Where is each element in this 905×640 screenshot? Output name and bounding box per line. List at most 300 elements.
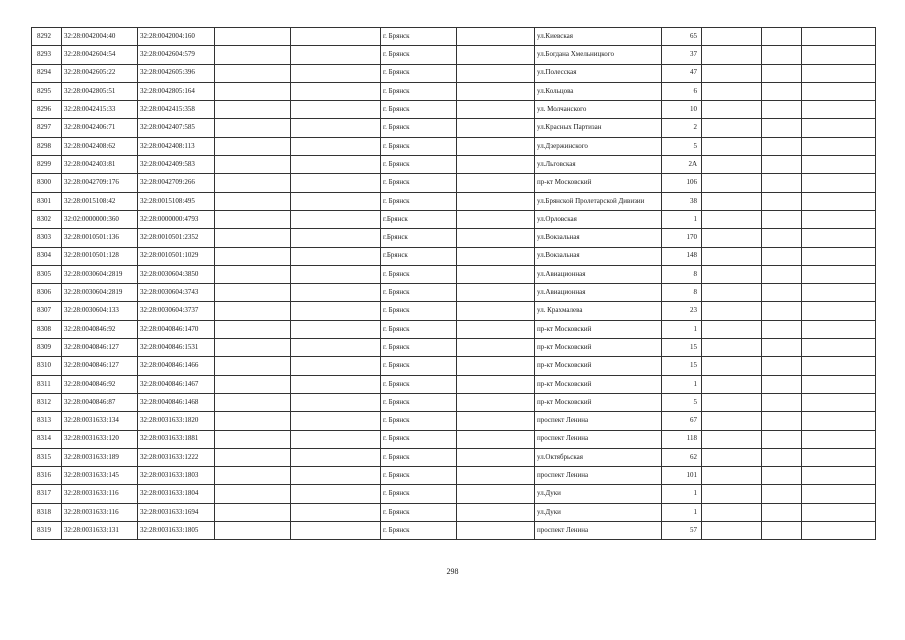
cell-cadastral-number-room: 32:28:0031633:1803 bbox=[138, 467, 215, 485]
cell-house-number: 47 bbox=[662, 64, 702, 82]
table-row bbox=[32, 210, 876, 228]
cell-cadastral-number: 32:28:0042604:54 bbox=[62, 46, 138, 64]
cell-empty bbox=[762, 393, 802, 411]
cell-cadastral-number: 32:28:0042408:62 bbox=[62, 137, 138, 155]
table-row bbox=[32, 119, 876, 137]
cell-cadastral-number: 32:28:0031633:120 bbox=[62, 430, 138, 448]
cell-city: г. Брянск bbox=[381, 412, 457, 430]
cell-street: ул.Орловская bbox=[535, 210, 662, 228]
cell-street: ул.Дуки bbox=[535, 503, 662, 521]
cell-row-number: 8295 bbox=[32, 82, 62, 100]
cell-row-number: 8298 bbox=[32, 137, 62, 155]
cell-row-number: 8304 bbox=[32, 247, 62, 265]
cell-cadastral-number: 32:28:0042709:176 bbox=[62, 174, 138, 192]
cell-empty bbox=[215, 192, 291, 210]
cell-empty bbox=[457, 174, 535, 192]
cell-empty bbox=[291, 503, 381, 521]
cell-empty bbox=[291, 156, 381, 174]
cell-city: г. Брянск bbox=[381, 156, 457, 174]
cell-cadastral-number: 32:28:0040846:87 bbox=[62, 393, 138, 411]
cell-house-number: 10 bbox=[662, 101, 702, 119]
cell-empty bbox=[762, 412, 802, 430]
cell-empty bbox=[702, 430, 762, 448]
cell-cadastral-number: 32:28:0031633:116 bbox=[62, 485, 138, 503]
cell-empty bbox=[702, 265, 762, 283]
cell-empty bbox=[762, 265, 802, 283]
cell-empty bbox=[215, 46, 291, 64]
table-row bbox=[32, 192, 876, 210]
cell-empty bbox=[215, 485, 291, 503]
cell-city: г. Брянск bbox=[381, 503, 457, 521]
cell-empty bbox=[802, 503, 876, 521]
cell-empty bbox=[215, 101, 291, 119]
cell-city: г. Брянск bbox=[381, 64, 457, 82]
cell-empty bbox=[802, 82, 876, 100]
cell-empty bbox=[762, 357, 802, 375]
cell-cadastral-number: 32:28:0031633:145 bbox=[62, 467, 138, 485]
cell-cadastral-number: 32:28:0042406:71 bbox=[62, 119, 138, 137]
cell-street: ул.Брянской Пролетарской Дивизии bbox=[535, 192, 662, 210]
cell-empty bbox=[762, 210, 802, 228]
cell-street: ул. Молчанского bbox=[535, 101, 662, 119]
cell-street: ул.Льговская bbox=[535, 156, 662, 174]
cell-row-number: 8313 bbox=[32, 412, 62, 430]
cell-cadastral-number-room: 32:28:0042408:113 bbox=[138, 137, 215, 155]
table-row bbox=[32, 339, 876, 357]
cell-empty bbox=[291, 522, 381, 540]
cell-street: проспект Ленина bbox=[535, 412, 662, 430]
cell-city: г.Брянск bbox=[381, 210, 457, 228]
cell-empty bbox=[457, 448, 535, 466]
cell-cadastral-number: 32:28:0040846:92 bbox=[62, 375, 138, 393]
cell-city: г.Брянск bbox=[381, 247, 457, 265]
cell-row-number: 8300 bbox=[32, 174, 62, 192]
cell-cadastral-number: 32:28:0042605:22 bbox=[62, 64, 138, 82]
cell-empty bbox=[457, 28, 535, 46]
cell-empty bbox=[802, 375, 876, 393]
cell-empty bbox=[802, 265, 876, 283]
cell-empty bbox=[802, 64, 876, 82]
cell-city: г. Брянск bbox=[381, 46, 457, 64]
cell-row-number: 8303 bbox=[32, 229, 62, 247]
cell-empty bbox=[215, 64, 291, 82]
cell-cadastral-number-room: 32:28:0042709:266 bbox=[138, 174, 215, 192]
cell-empty bbox=[762, 64, 802, 82]
cell-cadastral-number: 32:28:0031633:116 bbox=[62, 503, 138, 521]
table-row bbox=[32, 174, 876, 192]
cell-empty bbox=[702, 375, 762, 393]
cell-empty bbox=[802, 46, 876, 64]
cell-empty bbox=[702, 412, 762, 430]
cell-cadastral-number-room: 32:28:0042409:583 bbox=[138, 156, 215, 174]
table-row bbox=[32, 375, 876, 393]
cell-cadastral-number: 32:28:0015108:42 bbox=[62, 192, 138, 210]
cell-empty bbox=[291, 375, 381, 393]
cell-street: ул.Красных Партизан bbox=[535, 119, 662, 137]
cell-city: г.Брянск bbox=[381, 229, 457, 247]
cell-row-number: 8317 bbox=[32, 485, 62, 503]
cell-empty bbox=[215, 119, 291, 137]
cell-empty bbox=[802, 101, 876, 119]
cell-street: проспект Ленина bbox=[535, 522, 662, 540]
cell-city: г. Брянск bbox=[381, 28, 457, 46]
cell-street: ул.Кольцова bbox=[535, 82, 662, 100]
cell-empty bbox=[457, 503, 535, 521]
cell-empty bbox=[457, 522, 535, 540]
cell-cadastral-number-room: 32:28:0000000:4793 bbox=[138, 210, 215, 228]
cell-cadastral-number-room: 32:28:0010501:1029 bbox=[138, 247, 215, 265]
table-row bbox=[32, 284, 876, 302]
cell-empty bbox=[762, 229, 802, 247]
cell-cadastral-number: 32:28:0042805:51 bbox=[62, 82, 138, 100]
cell-empty bbox=[762, 192, 802, 210]
cell-city: г. Брянск bbox=[381, 119, 457, 137]
cell-empty bbox=[215, 229, 291, 247]
cell-house-number: 8 bbox=[662, 265, 702, 283]
cell-city: г. Брянск bbox=[381, 137, 457, 155]
cell-city: г. Брянск bbox=[381, 101, 457, 119]
cell-empty bbox=[291, 229, 381, 247]
cell-empty bbox=[457, 119, 535, 137]
cell-empty bbox=[457, 339, 535, 357]
cell-house-number: 6 bbox=[662, 82, 702, 100]
table-row bbox=[32, 393, 876, 411]
cell-empty bbox=[457, 156, 535, 174]
cell-cadastral-number-room: 32:28:0031633:1881 bbox=[138, 430, 215, 448]
cell-house-number: 118 bbox=[662, 430, 702, 448]
cell-house-number: 2А bbox=[662, 156, 702, 174]
cell-empty bbox=[702, 101, 762, 119]
cell-house-number: 106 bbox=[662, 174, 702, 192]
cell-house-number: 1 bbox=[662, 210, 702, 228]
cell-empty bbox=[291, 430, 381, 448]
cell-street: ул.Октябрьская bbox=[535, 448, 662, 466]
cell-street: проспект Ленина bbox=[535, 430, 662, 448]
cell-empty bbox=[215, 28, 291, 46]
cell-cadastral-number: 32:28:0030604:133 bbox=[62, 302, 138, 320]
cell-street: пр-кт Московский bbox=[535, 174, 662, 192]
cell-street: ул. Крахмалева bbox=[535, 302, 662, 320]
cell-empty bbox=[802, 430, 876, 448]
cell-house-number: 5 bbox=[662, 137, 702, 155]
cell-city: г. Брянск bbox=[381, 339, 457, 357]
cell-empty bbox=[291, 265, 381, 283]
cell-empty bbox=[215, 448, 291, 466]
cell-cadastral-number: 32:28:0040846:127 bbox=[62, 357, 138, 375]
cell-cadastral-number-room: 32:28:0040846:1531 bbox=[138, 339, 215, 357]
cell-row-number: 8309 bbox=[32, 339, 62, 357]
cell-street: пр-кт Московский bbox=[535, 393, 662, 411]
cell-cadastral-number: 32:28:0010501:136 bbox=[62, 229, 138, 247]
cell-house-number: 37 bbox=[662, 46, 702, 64]
cell-empty bbox=[762, 174, 802, 192]
cell-empty bbox=[702, 339, 762, 357]
cell-row-number: 8314 bbox=[32, 430, 62, 448]
cell-empty bbox=[702, 393, 762, 411]
table-row bbox=[32, 82, 876, 100]
cell-empty bbox=[802, 229, 876, 247]
cell-empty bbox=[702, 522, 762, 540]
cell-empty bbox=[291, 137, 381, 155]
cell-empty bbox=[802, 119, 876, 137]
cell-street: ул.Вокзальная bbox=[535, 229, 662, 247]
cell-city: г. Брянск bbox=[381, 357, 457, 375]
cell-cadastral-number: 32:28:0031633:131 bbox=[62, 522, 138, 540]
cell-empty bbox=[215, 210, 291, 228]
cell-empty bbox=[762, 28, 802, 46]
cell-house-number: 1 bbox=[662, 485, 702, 503]
cell-empty bbox=[762, 302, 802, 320]
cell-street: проспект Ленина bbox=[535, 467, 662, 485]
cell-empty bbox=[702, 485, 762, 503]
cell-empty bbox=[215, 375, 291, 393]
cell-row-number: 8310 bbox=[32, 357, 62, 375]
cell-street: пр-кт Московский bbox=[535, 320, 662, 338]
cell-cadastral-number-room: 32:28:0040846:1466 bbox=[138, 357, 215, 375]
registry-table-body bbox=[32, 28, 876, 540]
cell-row-number: 8297 bbox=[32, 119, 62, 137]
cell-cadastral-number: 32:28:0030604:2819 bbox=[62, 265, 138, 283]
cell-row-number: 8316 bbox=[32, 467, 62, 485]
cell-empty bbox=[762, 247, 802, 265]
cell-city: г. Брянск bbox=[381, 522, 457, 540]
cell-empty bbox=[762, 284, 802, 302]
cell-city: г. Брянск bbox=[381, 320, 457, 338]
cell-empty bbox=[702, 119, 762, 137]
page-number: 298 bbox=[446, 567, 459, 576]
cell-empty bbox=[291, 412, 381, 430]
cell-empty bbox=[802, 137, 876, 155]
cell-cadastral-number-room: 32:28:0042004:160 bbox=[138, 28, 215, 46]
cell-empty bbox=[702, 210, 762, 228]
cell-city: г. Брянск bbox=[381, 192, 457, 210]
cell-empty bbox=[702, 448, 762, 466]
table-row bbox=[32, 448, 876, 466]
cell-cadastral-number: 32:28:0010501:128 bbox=[62, 247, 138, 265]
cell-row-number: 8306 bbox=[32, 284, 62, 302]
table-row bbox=[32, 247, 876, 265]
cell-empty bbox=[291, 448, 381, 466]
cell-street: ул.Богдана Хмельницкого bbox=[535, 46, 662, 64]
cell-cadastral-number-room: 32:28:0031633:1694 bbox=[138, 503, 215, 521]
cell-cadastral-number-room: 32:28:0031633:1222 bbox=[138, 448, 215, 466]
cell-house-number: 65 bbox=[662, 28, 702, 46]
cell-street: ул.Вокзальная bbox=[535, 247, 662, 265]
cell-empty bbox=[291, 101, 381, 119]
cell-empty bbox=[291, 119, 381, 137]
cell-cadastral-number: 32:28:0030604:2819 bbox=[62, 284, 138, 302]
cell-empty bbox=[762, 119, 802, 137]
cell-empty bbox=[702, 247, 762, 265]
cell-empty bbox=[702, 28, 762, 46]
table-row bbox=[32, 229, 876, 247]
cell-row-number: 8296 bbox=[32, 101, 62, 119]
cell-row-number: 8305 bbox=[32, 265, 62, 283]
cell-cadastral-number: 32:28:0042403:81 bbox=[62, 156, 138, 174]
cell-empty bbox=[457, 64, 535, 82]
cell-empty bbox=[457, 302, 535, 320]
cell-empty bbox=[702, 284, 762, 302]
table-row bbox=[32, 302, 876, 320]
cell-house-number: 67 bbox=[662, 412, 702, 430]
cell-empty bbox=[291, 28, 381, 46]
table-row bbox=[32, 64, 876, 82]
cell-city: г. Брянск bbox=[381, 375, 457, 393]
cell-empty bbox=[215, 302, 291, 320]
cell-empty bbox=[457, 430, 535, 448]
cell-empty bbox=[215, 522, 291, 540]
cell-house-number: 1 bbox=[662, 320, 702, 338]
cell-empty bbox=[762, 82, 802, 100]
cell-city: г. Брянск bbox=[381, 448, 457, 466]
cell-empty bbox=[762, 137, 802, 155]
table-row bbox=[32, 137, 876, 155]
cell-city: г. Брянск bbox=[381, 302, 457, 320]
cell-empty bbox=[291, 284, 381, 302]
cell-row-number: 8315 bbox=[32, 448, 62, 466]
cell-cadastral-number-room: 32:28:0015108:495 bbox=[138, 192, 215, 210]
cell-empty bbox=[702, 503, 762, 521]
cell-row-number: 8302 bbox=[32, 210, 62, 228]
cell-empty bbox=[291, 302, 381, 320]
cell-empty bbox=[291, 247, 381, 265]
cell-empty bbox=[291, 64, 381, 82]
cell-empty bbox=[762, 156, 802, 174]
cell-cadastral-number-room: 32:28:0010501:2352 bbox=[138, 229, 215, 247]
cell-empty bbox=[457, 357, 535, 375]
cell-city: г. Брянск bbox=[381, 265, 457, 283]
cell-cadastral-number: 32:28:0031633:134 bbox=[62, 412, 138, 430]
cell-empty bbox=[457, 320, 535, 338]
cell-street: ул.Авиационная bbox=[535, 265, 662, 283]
cell-empty bbox=[457, 137, 535, 155]
cell-row-number: 8312 bbox=[32, 393, 62, 411]
cell-city: г. Брянск bbox=[381, 82, 457, 100]
cell-empty bbox=[457, 284, 535, 302]
cell-house-number: 8 bbox=[662, 284, 702, 302]
cell-cadastral-number: 32:28:0042004:40 bbox=[62, 28, 138, 46]
cell-empty bbox=[215, 265, 291, 283]
cell-street: пр-кт Московский bbox=[535, 339, 662, 357]
cell-empty bbox=[457, 412, 535, 430]
cell-city: г. Брянск bbox=[381, 430, 457, 448]
cell-empty bbox=[762, 448, 802, 466]
cell-street: пр-кт Московский bbox=[535, 357, 662, 375]
cell-cadastral-number-room: 32:28:0040846:1470 bbox=[138, 320, 215, 338]
cell-empty bbox=[702, 192, 762, 210]
cell-empty bbox=[215, 284, 291, 302]
cell-house-number: 5 bbox=[662, 393, 702, 411]
cell-cadastral-number-room: 32:28:0040846:1468 bbox=[138, 393, 215, 411]
cell-empty bbox=[702, 229, 762, 247]
cell-empty bbox=[457, 192, 535, 210]
cell-street: ул.Авиационная bbox=[535, 284, 662, 302]
table-row bbox=[32, 522, 876, 540]
cell-empty bbox=[291, 485, 381, 503]
cell-empty bbox=[802, 485, 876, 503]
cell-empty bbox=[802, 284, 876, 302]
cell-row-number: 8301 bbox=[32, 192, 62, 210]
cell-cadastral-number-room: 32:28:0030604:3743 bbox=[138, 284, 215, 302]
cell-empty bbox=[762, 101, 802, 119]
cell-cadastral-number-room: 32:28:0042604:579 bbox=[138, 46, 215, 64]
cell-empty bbox=[702, 320, 762, 338]
cell-empty bbox=[802, 174, 876, 192]
cell-empty bbox=[762, 320, 802, 338]
cell-empty bbox=[762, 503, 802, 521]
cell-house-number: 15 bbox=[662, 339, 702, 357]
cell-empty bbox=[457, 467, 535, 485]
table-row bbox=[32, 485, 876, 503]
cell-empty bbox=[215, 320, 291, 338]
cell-cadastral-number-room: 32:28:0042407:585 bbox=[138, 119, 215, 137]
cell-empty bbox=[291, 357, 381, 375]
cell-row-number: 8311 bbox=[32, 375, 62, 393]
cell-empty bbox=[762, 430, 802, 448]
cell-street: ул.Дуки bbox=[535, 485, 662, 503]
cell-cadastral-number-room: 32:28:0042805:164 bbox=[138, 82, 215, 100]
cell-empty bbox=[457, 82, 535, 100]
cell-street: ул.Киевская bbox=[535, 28, 662, 46]
cell-empty bbox=[291, 339, 381, 357]
cell-empty bbox=[215, 247, 291, 265]
cell-row-number: 8319 bbox=[32, 522, 62, 540]
cell-empty bbox=[215, 357, 291, 375]
cell-empty bbox=[762, 522, 802, 540]
cell-cadastral-number: 32:28:0040846:127 bbox=[62, 339, 138, 357]
cell-empty bbox=[802, 192, 876, 210]
cell-empty bbox=[802, 320, 876, 338]
cell-empty bbox=[215, 430, 291, 448]
cell-empty bbox=[802, 28, 876, 46]
cell-city: г. Брянск bbox=[381, 174, 457, 192]
cell-empty bbox=[702, 82, 762, 100]
cell-empty bbox=[215, 156, 291, 174]
cell-house-number: 57 bbox=[662, 522, 702, 540]
cell-empty bbox=[702, 467, 762, 485]
cell-empty bbox=[762, 46, 802, 64]
cell-cadastral-number-room: 32:28:0040846:1467 bbox=[138, 375, 215, 393]
cell-empty bbox=[802, 339, 876, 357]
cell-cadastral-number-room: 32:28:0030604:3737 bbox=[138, 302, 215, 320]
cell-city: г. Брянск bbox=[381, 393, 457, 411]
cell-cadastral-number: 32:28:0042415:33 bbox=[62, 101, 138, 119]
cell-empty bbox=[215, 412, 291, 430]
cell-empty bbox=[802, 412, 876, 430]
cell-empty bbox=[457, 393, 535, 411]
cell-house-number: 62 bbox=[662, 448, 702, 466]
cell-empty bbox=[291, 192, 381, 210]
cell-empty bbox=[702, 137, 762, 155]
cell-empty bbox=[802, 210, 876, 228]
cell-empty bbox=[702, 174, 762, 192]
table-row bbox=[32, 28, 876, 46]
cell-empty bbox=[457, 265, 535, 283]
cell-city: г. Брянск bbox=[381, 485, 457, 503]
cell-empty bbox=[802, 522, 876, 540]
cell-empty bbox=[802, 302, 876, 320]
table-row bbox=[32, 430, 876, 448]
cell-house-number: 1 bbox=[662, 503, 702, 521]
cell-cadastral-number-room: 32:28:0042605:396 bbox=[138, 64, 215, 82]
cell-empty bbox=[802, 156, 876, 174]
cell-empty bbox=[215, 82, 291, 100]
cell-house-number: 101 bbox=[662, 467, 702, 485]
table-row bbox=[32, 101, 876, 119]
cell-empty bbox=[215, 137, 291, 155]
cell-empty bbox=[457, 229, 535, 247]
table-row bbox=[32, 412, 876, 430]
